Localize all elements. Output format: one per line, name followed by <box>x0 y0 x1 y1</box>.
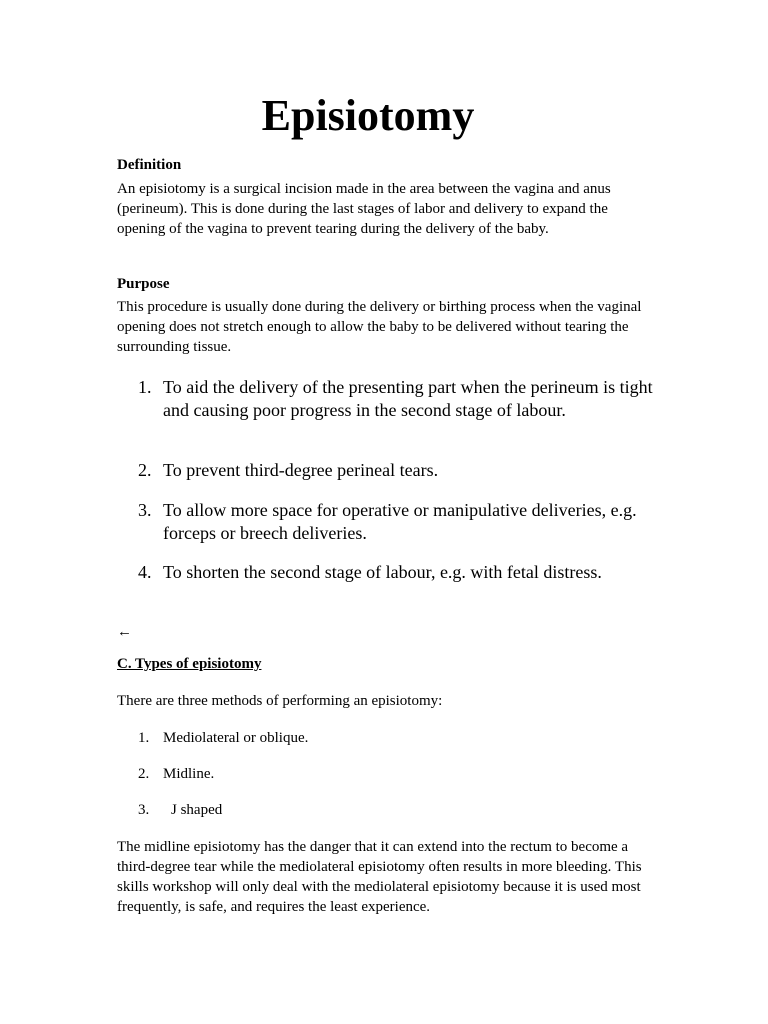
purpose-text: This procedure is usually done during the delivery or birthing process when the vaginal opening does not stretch enough to allow the baby to be delivered without tearing the surrounding tissue. <box>117 299 642 355</box>
left-arrow-icon: ← <box>117 624 132 640</box>
list-item-text: To aid the delivery of the presenting part when the perineum is tight and causing poor progress in the second stage of labour. <box>163 377 653 420</box>
types-closing-text: The midline episiotomy has the danger that it can extend into the rectum to become a third-degree tear while the mediolateral episiotomy often results in more bleeding. This skills workshop will only deal with the mediolateral episiotomy because it is used most frequently, is safe, and requires the least experience. <box>117 839 642 915</box>
list-item-number: 1. <box>138 377 152 397</box>
list-item-number: 1. <box>138 730 150 746</box>
list-item <box>138 499 658 545</box>
list-item-text: To shorten the second stage of labour, e.g. with fetal distress. <box>163 562 602 582</box>
list-item-number: 3. <box>138 802 150 818</box>
list-item <box>138 376 658 422</box>
list-item-number: 4. <box>138 562 152 582</box>
definition-heading: Definition <box>117 157 182 173</box>
list-item <box>138 764 658 784</box>
list-item <box>138 728 658 748</box>
list-item-text: Mediolateral or oblique. <box>163 730 309 746</box>
list-item-text: J shaped <box>171 802 223 818</box>
types-heading: C. Types of episiotomy <box>117 656 262 672</box>
document-title: Episiotomy <box>261 91 475 140</box>
types-intro: There are three methods of performing an episiotomy: <box>117 693 443 709</box>
list-item <box>138 561 658 584</box>
list-item-text: Midline. <box>163 766 215 782</box>
list-item <box>138 459 658 482</box>
list-item-number: 2. <box>138 460 152 480</box>
definition-text: An episiotomy is a surgical incision made in the area between the vagina and anus (perineum). This is done during the last stages of labor and delivery to expand the opening of the vagina to prevent tearing during the delivery of the baby. <box>117 181 611 237</box>
list-item-number: 2. <box>138 766 150 782</box>
list-item-text: To prevent third-degree perineal tears. <box>163 460 439 480</box>
list-item-number: 3. <box>138 500 152 520</box>
list-item <box>138 800 658 820</box>
list-item-text: To allow more space for operative or manipulative deliveries, e.g. forceps or breech deliveries. <box>163 500 637 543</box>
purpose-heading: Purpose <box>117 276 170 292</box>
